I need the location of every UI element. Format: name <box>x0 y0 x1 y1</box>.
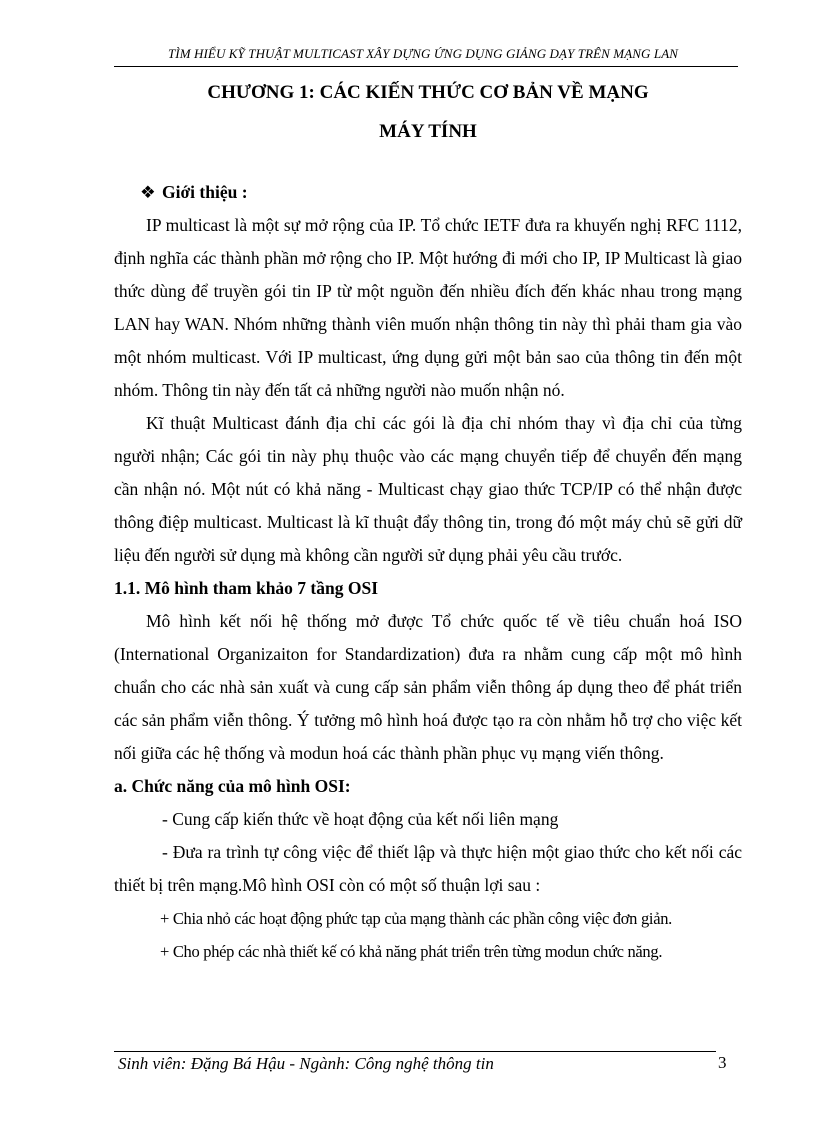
section-1-1-heading: 1.1. Mô hình tham khảo 7 tầng OSI <box>114 578 379 598</box>
diamond-bullet-icon: ❖ <box>140 182 156 202</box>
chapter-title <box>118 73 738 151</box>
chapter-title-line-1: CHƯƠNG 1: CÁC KIẾN THỨC CƠ BẢN VỀ MẠNG <box>207 82 649 103</box>
plus-list-item: + Cho phép các nhà thiết kế có khả năng phát triển trên từng modun chức năng. <box>160 942 663 961</box>
dash-list-item: - Đưa ra trình tự công việc để thiết lập và thực hiện một giao thức cho kết nối các thiết bị trên mạng.Mô hình OSI còn có một số thuận lợi sau : <box>114 842 742 895</box>
intro-heading-label: Giới thiệu : <box>162 182 248 202</box>
running-header: TÌM HIỂU KỸ THUẬT MULTICAST XÂY DỰNG ỨNG DỤNG GIẢNG DẠY TRÊN MẠNG LAN <box>167 46 679 61</box>
dash-list-item: - Cung cấp kiến thức về hoạt động của kết nối liên mạng <box>162 809 559 829</box>
intro-heading <box>140 176 742 209</box>
plus-list-item: + Chia nhỏ các hoạt động phức tạp của mạng thành các phần công việc đơn giản. <box>160 909 672 928</box>
section-1-1-paragraph: Mô hình kết nối hệ thống mở được Tổ chức quốc tế về tiêu chuẩn hoá ISO (International Organizaiton for Standardization) đưa ra nhằm cung cấp một mô hình chuẩn cho các nhà sản xuất và cung cấp sản phẩm viễn thông áp dụng theo để phát triển các sản phẩm viễn thông. Ý tưởng mô hình hoá được tạo ra còn nhằm hỗ trợ cho việc kết nối giữa các hệ thống và modun hoá các thành phần phục vụ mạng viến thông. <box>114 611 742 763</box>
intro-paragraph-1: IP multicast là một sự mở rộng của IP. Tổ chức IETF đưa ra khuyến nghị RFC 1112, định nghĩa các thành phần mở rộng cho IP. Một hướng đi mới cho IP, IP Multicast là giao thức dùng để truyền gói tin IP từ một nguồn đến nhiều đích đến khác nhau trong mạng LAN hay WAN. Nhóm những thành viên muốn nhận thông tin này thì phải tham gia vào một nhóm multicast. Với IP multicast, ứng dụng gửi một bản sao của thông tin đến một nhóm. Thông tin này đến tất cả những người nào muốn nhận nó. <box>114 215 742 400</box>
page-number: 3 <box>718 1053 727 1072</box>
footer-rule <box>114 1051 716 1052</box>
chapter-title-line-2: MÁY TÍNH <box>379 121 477 142</box>
section-a-heading: a. Chức năng của mô hình OSI: <box>114 776 351 796</box>
footer-author: Sinh viên: Đặng Bá Hậu - Ngành: Công nghệ thông tin <box>118 1054 494 1073</box>
header-rule <box>114 66 738 67</box>
page-body <box>114 176 742 968</box>
intro-paragraph-2: Kĩ thuật Multicast đánh địa chỉ các gói là địa chỉ nhóm thay vì địa chỉ của từng người nhận; Các gói tin này phụ thuộc vào các mạng chuyển tiếp để chuyển đến mạng cần nhận nó. Một nút có khả năng - Multicast chạy giao thức TCP/IP có thể nhận được thông điệp multicast. Multicast là kĩ thuật đẩy thông tin, trong đó một máy chủ sẽ gửi dữ liệu đến người sử dụng mà không cần người sử dụng phải yêu cầu trước. <box>114 413 742 565</box>
